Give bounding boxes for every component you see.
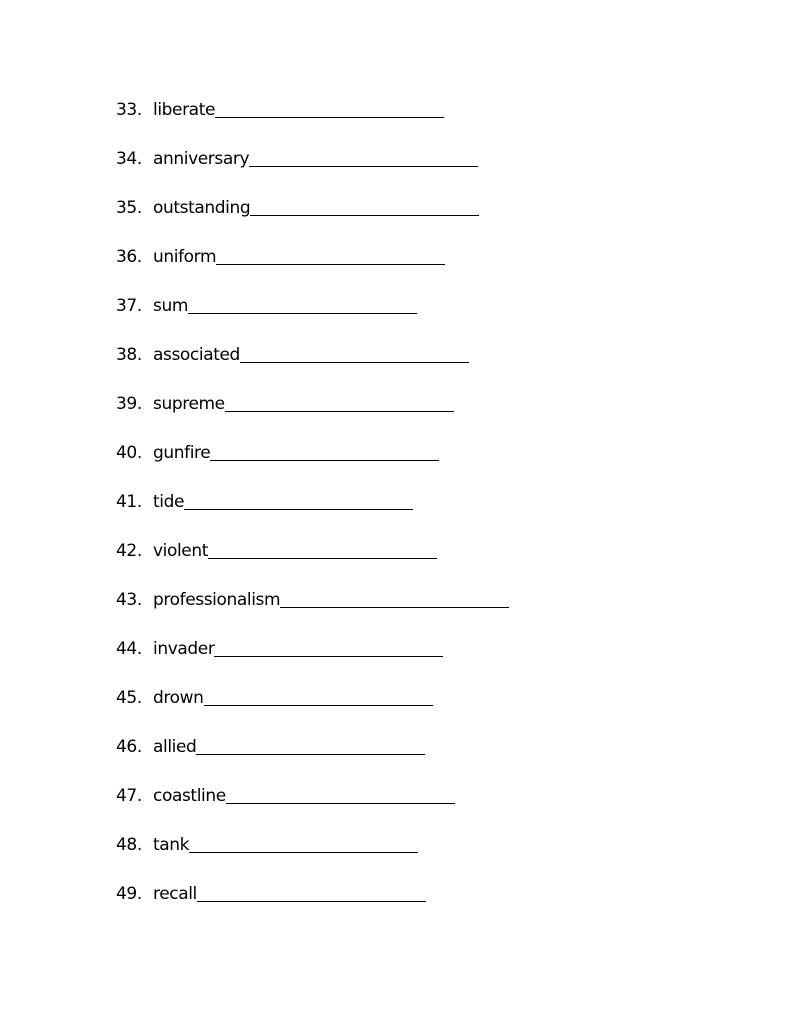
item-number: 48. [116, 835, 142, 855]
item-word: drown [153, 688, 204, 708]
item-number: 49. [116, 884, 142, 904]
item-word: coastline [153, 786, 226, 806]
list-item [116, 490, 509, 539]
list-item [116, 637, 509, 686]
item-number: 36. [116, 247, 142, 267]
list-item [116, 441, 509, 490]
answer-blank[interactable] [184, 490, 413, 510]
list-item [116, 539, 509, 588]
list-item [116, 392, 509, 441]
answer-blank[interactable] [204, 686, 433, 706]
item-number: 34. [116, 149, 142, 169]
answer-blank[interactable] [197, 882, 426, 902]
list-item [116, 686, 509, 735]
item-number: 47. [116, 786, 142, 806]
answer-blank[interactable] [226, 784, 455, 804]
item-number: 43. [116, 590, 142, 610]
item-word: allied [153, 737, 197, 757]
item-word: associated [153, 345, 240, 365]
answer-blank[interactable] [214, 637, 443, 657]
answer-blank[interactable] [225, 392, 454, 412]
item-word: outstanding [153, 198, 251, 218]
item-number: 45. [116, 688, 142, 708]
list-item [116, 735, 509, 784]
item-word: gunfire [153, 443, 211, 463]
answer-blank[interactable] [250, 196, 479, 216]
list-item [116, 294, 509, 343]
item-number: 44. [116, 639, 142, 659]
answer-blank[interactable] [208, 539, 437, 559]
item-word: sum [153, 296, 188, 316]
list-item [116, 882, 509, 931]
item-number: 35. [116, 198, 142, 218]
item-number: 37. [116, 296, 142, 316]
answer-blank[interactable] [216, 245, 445, 265]
answer-blank[interactable] [210, 441, 439, 461]
answer-blank[interactable] [196, 735, 425, 755]
item-number: 33. [116, 100, 142, 120]
item-word: supreme [153, 394, 225, 414]
answer-blank[interactable] [249, 147, 478, 167]
answer-blank[interactable] [240, 343, 469, 363]
answer-blank[interactable] [280, 588, 509, 608]
item-number: 41. [116, 492, 142, 512]
list-item [116, 98, 509, 147]
item-word: anniversary [153, 149, 250, 169]
item-word: violent [153, 541, 209, 561]
item-number: 46. [116, 737, 142, 757]
item-word: tank [153, 835, 190, 855]
answer-blank[interactable] [188, 294, 417, 314]
item-word: professionalism [153, 590, 281, 610]
item-word: tide [153, 492, 185, 512]
list-item [116, 343, 509, 392]
list-item [116, 588, 509, 637]
list-item [116, 147, 509, 196]
vocabulary-list [116, 98, 509, 931]
item-word: invader [153, 639, 215, 659]
item-word: recall [153, 884, 197, 904]
list-item [116, 196, 509, 245]
item-number: 38. [116, 345, 142, 365]
item-word: liberate [153, 100, 216, 120]
item-word: uniform [153, 247, 217, 267]
list-item [116, 784, 509, 833]
answer-blank[interactable] [215, 98, 444, 118]
item-number: 42. [116, 541, 142, 561]
answer-blank[interactable] [189, 833, 418, 853]
item-number: 39. [116, 394, 142, 414]
list-item [116, 833, 509, 882]
item-number: 40. [116, 443, 142, 463]
list-item [116, 245, 509, 294]
